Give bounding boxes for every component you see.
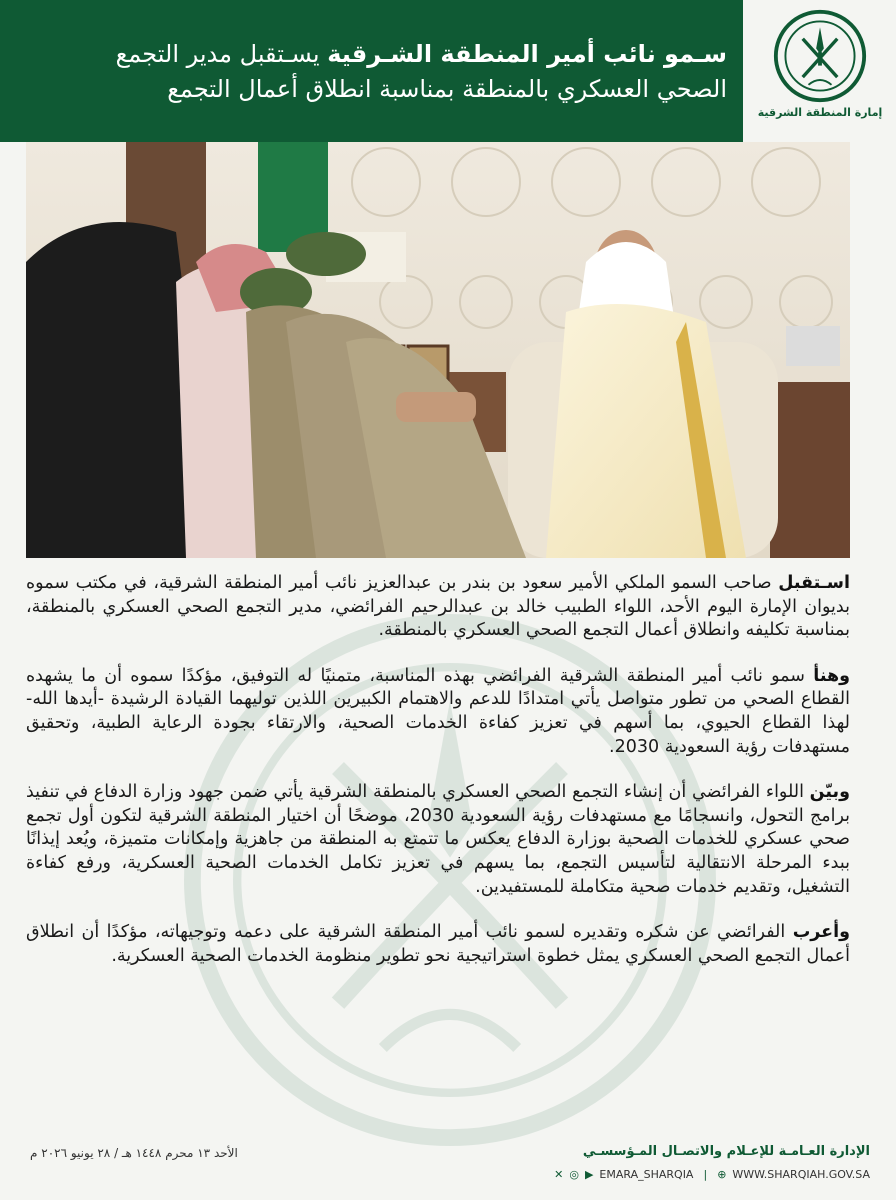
news-photo: [26, 142, 850, 558]
paragraph-text: الفرائضي عن شكره وتقديره لسمو نائب أمير المنطقة الشرقية على دعمه وتوجيهاته، مؤكدًا أن انطلاق أعمال التجمع الصحي العسكري يمثل خطوة استراتيجية نحو تطوير منظومة الخدمات الصحية العسكرية.: [26, 922, 850, 966]
paragraph-lead: اسـتقبل: [778, 573, 850, 593]
article-paragraph: [26, 572, 850, 643]
headline-bold: سـمو نائب أمير المنطقة الشـرقية: [327, 40, 727, 68]
paragraph-lead: وهنأ: [813, 665, 850, 686]
footer-links: [554, 1168, 870, 1181]
website-link[interactable]: WWW.SHARQIAH.GOV.SA: [732, 1168, 870, 1181]
emblem-icon: [772, 8, 868, 104]
logo: [752, 8, 888, 134]
headline-line-1: [10, 36, 727, 72]
headline-rest: يسـتقبل مدير التجمع: [115, 40, 328, 68]
title-banner: [0, 0, 743, 142]
social-handle[interactable]: EMARA_SHARQIA: [599, 1168, 694, 1181]
header: [0, 0, 896, 142]
youtube-icon[interactable]: ▶: [584, 1168, 594, 1181]
paragraph-lead: وأعرب: [792, 922, 850, 943]
paragraph-text: صاحب السمو الملكي الأمير سعود بن بندر بن عبدالعزيز نائب أمير المنطقة الشرقية، في مكتب سموه بديوان الإمارة اليوم الأحد، اللواء الطبيب خالد بن عبدالرحيم الفرائضي، مدير التجمع الصحي العسكري بالمنطقة، بمناسبة تكليفه وانطلاق أعمال التجمع الصحي العسكري بالمنطقة.: [26, 573, 850, 641]
footer: [0, 1140, 896, 1200]
footer-org-name: الإدارة العـامـة للإعـلام والاتصـال المـؤسسـي: [582, 1144, 870, 1159]
publish-date: الأحد ١٣ محرم ١٤٤٨ هـ / ٢٨ يونيو ٢٠٢٦ م: [30, 1146, 238, 1160]
article-body: [26, 572, 850, 990]
divider: |: [703, 1168, 708, 1181]
article-paragraph: [26, 921, 850, 968]
article-paragraph: [26, 665, 850, 759]
paragraph-text: سمو نائب أمير المنطقة الشرقية الفرائضي بهذه المناسبة، متمنيًا له التوفيق، مؤكدًا سموه أن ما يشهده القطاع الصحي من تطور متواصل يأتي امتدادًا للدعم والاهتمام الكبيرين اللذين توليهما القيادة الرشيدة -أيدها الله- لهذا القطاع الحيوي، بما أسهم في تعزيز كفاءة الخدمات الصحية، والارتقاء بجودة الرعاية الطبية، وتحقيق مستهدفات رؤية السعودية 2030.: [26, 665, 850, 757]
logo-text: إمارة المنطقة الشرقية: [757, 106, 883, 119]
article-paragraph: [26, 781, 850, 899]
paragraph-text: اللواء الفرائضي أن إنشاء التجمع الصحي العسكري بالمنطقة الشرقية يأتي ضمن جهود وزارة الدفاع في تنفيذ برامج التحول، وانسجامًا مع مستهدفات رؤية السعودية 2030، موضحًا أن اختيار المنطقة الشرقية لتكون أول تجمع صحي عسكري للخدمات الصحية بوزارة الدفاع يعكس ما تتمتع به المنطقة من جاهزية وإمكانات متميزة، ويُعد إيذانًا ببدء المرحلة الانتقالية لتأسيس التجمع، بما يسهم في تعزيز تكامل الخدمات الصحية العسكرية، ورفع كفاءة التشغيل، وتقديم خدمات صحية متكاملة للمستفيدين.: [26, 782, 850, 897]
x-icon[interactable]: ✕: [554, 1168, 564, 1181]
instagram-icon[interactable]: ◎: [569, 1168, 579, 1181]
globe-icon: ⊕: [717, 1168, 727, 1181]
paragraph-lead: وبيّن: [809, 782, 850, 803]
headline-line-2: الصحي العسكري بالمنطقة بمناسبة انطلاق أعمال التجمع: [167, 75, 727, 103]
